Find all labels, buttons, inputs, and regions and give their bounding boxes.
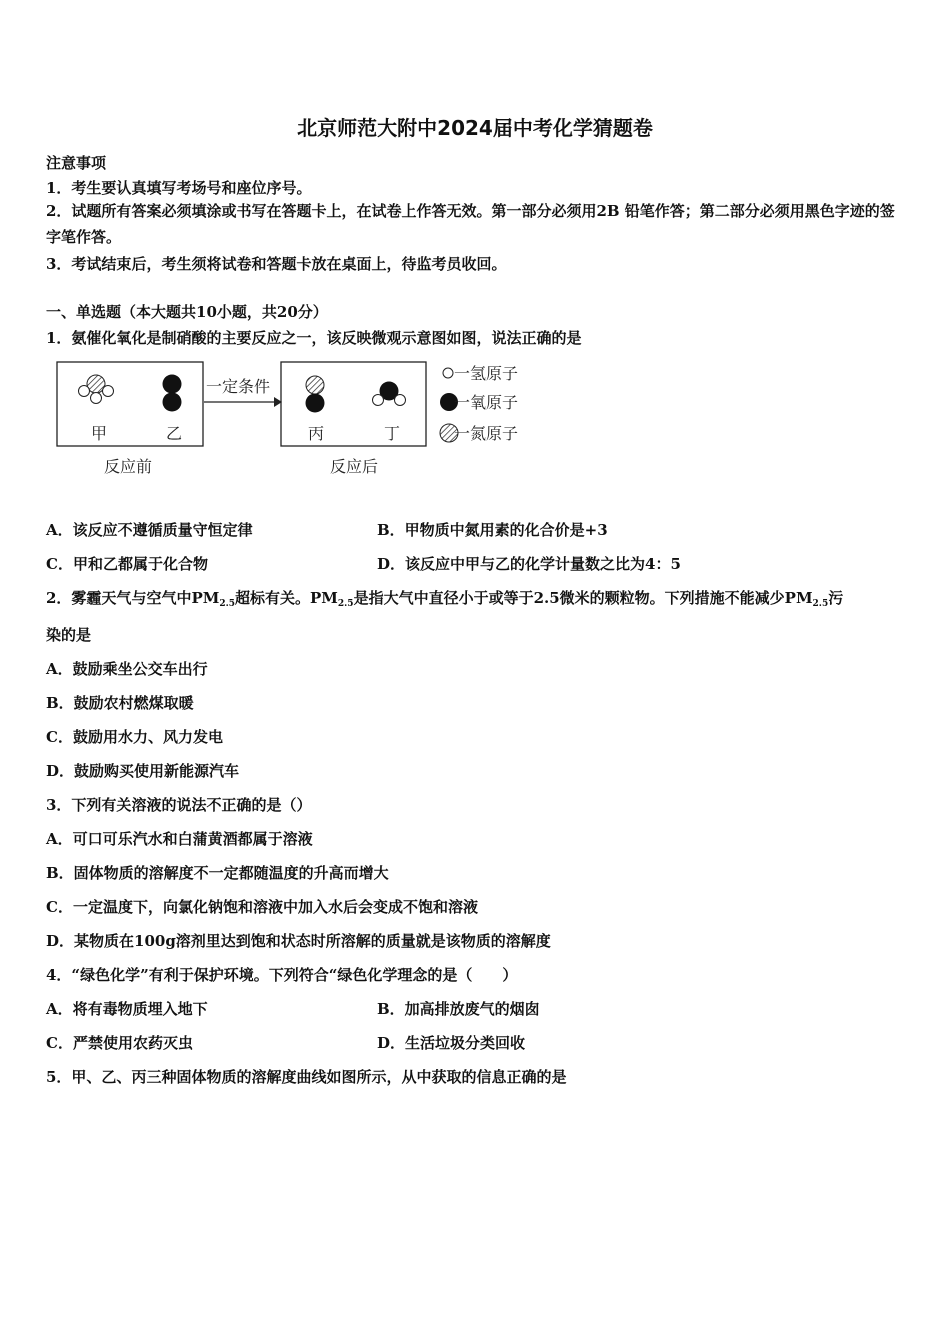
label-bing: 丙 xyxy=(308,424,325,443)
option: D．生活垃圾分类回收 xyxy=(377,1034,526,1052)
legend xyxy=(440,364,518,443)
notice-item: 2．试题所有答案必须填涂或书写在答题卡上，在试卷上作答无效。第一部分必须用2B 铅笔作答；第二部分必须用黑色字迹的签字笔作答。 xyxy=(46,202,895,246)
option: D．鼓励购买使用新能源汽车 xyxy=(46,762,240,780)
section-heading: 一、单选题（本大题共10小题，共20分） xyxy=(46,303,328,321)
molecule-yi xyxy=(163,375,182,412)
legend-hydrogen: 氢原子 xyxy=(470,364,519,383)
question-stem: 2．雾霾天气与空气中$PM_{2.5}$超标有关。$PM_{2.5}$是指大气中直径小于或等于2.5微米的颗粒物。下列措施不能减少$PM_{2.5}$污 xyxy=(46,589,844,609)
label-ding: 丁 xyxy=(384,424,401,443)
option: C．鼓励用水力、风力发电 xyxy=(46,728,223,746)
question-stem: 3．下列有关溶液的说法不正确的是（） xyxy=(46,796,312,814)
option: C．严禁使用农药灭虫 xyxy=(46,1034,193,1052)
molecule-ding xyxy=(373,382,406,406)
notice-heading: 注意事项 xyxy=(46,154,107,172)
option: D．该反应中甲与乙的化学计量数之比为4：5 xyxy=(377,555,681,573)
molecule-bing xyxy=(306,376,325,413)
label-before: 反应前 xyxy=(104,457,153,476)
notice-item: 1．考生要认真填写考场号和座位序号。 xyxy=(46,179,312,197)
reaction-diagram xyxy=(56,360,546,485)
option: D．某物质在100g溶剂里达到饱和状态时所溶解的质量就是该物质的溶解度 xyxy=(46,932,551,950)
notice-item: 3．考试结束后，考生须将试卷和答题卡放在桌面上，待监考员收回。 xyxy=(46,255,507,273)
question-stem: 4．“绿色化学”有利于保护环境。下列符合“绿色化学理念的是（ ） xyxy=(46,966,518,984)
option: B．甲物质中氮用素的化合价是+3 xyxy=(377,521,608,539)
label-after: 反应后 xyxy=(330,457,379,476)
condition-label: 一定条件 xyxy=(206,377,271,396)
option: B．加高排放废气的烟囱 xyxy=(377,1000,540,1018)
option: B．鼓励农村燃煤取暖 xyxy=(46,694,194,712)
legend-oxygen: 氧原子 xyxy=(470,393,519,412)
option: B．固体物质的溶解度不一定都随温度的升高而增大 xyxy=(46,864,389,882)
question-stem: 1．氨催化氧化是制硝酸的主要反应之一，该反映微观示意图如图，说法正确的是 xyxy=(46,329,582,347)
option: C．甲和乙都属于化合物 xyxy=(46,555,208,573)
option: A．可口可乐汽水和白蒲黄酒都属于溶液 xyxy=(46,830,313,848)
option: A．该反应不遵循质量守恒定律 xyxy=(46,521,253,539)
svg-text:一: 一 xyxy=(454,424,471,443)
svg-text:一: 一 xyxy=(454,393,471,412)
option: A．将有毒物质埋入地下 xyxy=(46,1000,208,1018)
label-jia: 甲 xyxy=(91,424,108,443)
legend-nitrogen: 氮原子 xyxy=(470,424,519,443)
svg-text:一: 一 xyxy=(454,364,471,383)
option: A．鼓励乘坐公交车出行 xyxy=(46,660,208,678)
molecule-jia xyxy=(79,375,114,404)
label-yi: 乙 xyxy=(166,424,183,443)
option: C．一定温度下，向氯化钠饱和溶液中加入水后会变成不饱和溶液 xyxy=(46,898,478,916)
question-stem-cont: 染的是 xyxy=(46,626,92,644)
page-title: 北京师范大附中2024届中考化学猜题卷 xyxy=(297,116,653,140)
question-stem: 5．甲、乙、丙三种固体物质的溶解度曲线如图所示，从中获取的信息正确的是 xyxy=(46,1068,567,1086)
